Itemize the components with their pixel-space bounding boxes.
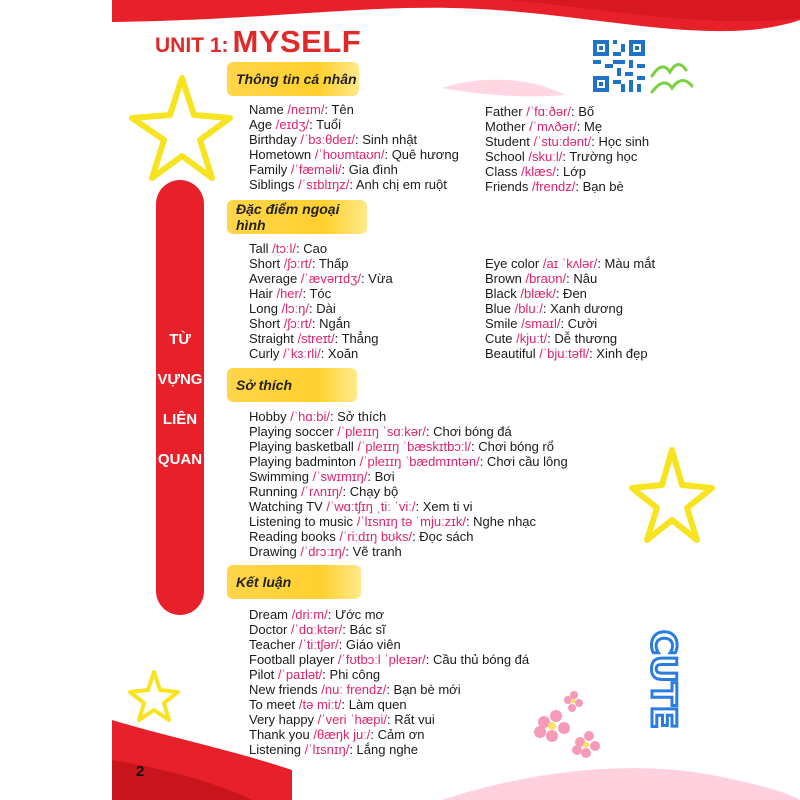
vocab-ipa: /ˈbɜːθdeɪ/ — [300, 132, 356, 147]
sidebar-banner — [156, 180, 204, 615]
vocab-item — [249, 637, 529, 652]
vocab-text: Siblings — [249, 177, 295, 192]
vocab-ipa: /ˈtiːtʃər/ — [298, 637, 339, 652]
vocab-text: Mother — [485, 119, 526, 134]
svg-text:CUTE: CUTE — [643, 630, 683, 729]
vocab-item — [485, 119, 649, 134]
vocab-text: : Bác sĩ — [342, 622, 386, 637]
vocab-text: : Cầu thủ bóng đá — [425, 652, 530, 667]
vocab-text: Swimming — [249, 469, 309, 484]
vocab-ipa: /klæs/ — [521, 164, 556, 179]
vocab-list-personal-right — [485, 104, 649, 194]
sidebar-line: VỰNG — [157, 371, 203, 388]
vocab-text: : Vẽ tranh — [345, 544, 402, 559]
vocab-item — [249, 697, 529, 712]
page-number: 2 — [136, 763, 145, 780]
vocab-item — [249, 316, 393, 331]
vocab-ipa: /lɔːŋ/ — [281, 301, 310, 316]
vocab-ipa: /tɔːl/ — [272, 241, 296, 256]
vocab-ipa: /her/ — [276, 286, 303, 301]
worksheet-page — [112, 0, 800, 800]
vocab-ipa: /ˈbjuːtəfl/ — [539, 346, 590, 361]
vocab-text: : Tóc — [302, 286, 332, 301]
sidebar-line: QUAN — [157, 451, 203, 468]
vocab-text: : Nâu — [566, 271, 598, 286]
sidebar-line: LIÊN — [162, 411, 198, 428]
vocab-text: Eye color — [485, 256, 540, 271]
vocab-ipa: /ˈkɜːrli/ — [282, 346, 321, 361]
vocab-text: Playing soccer — [249, 424, 334, 439]
vocab-item — [249, 424, 568, 439]
vocab-item — [249, 484, 568, 499]
vocab-text: : Lắng nghe — [349, 742, 419, 757]
sidebar-line: TỪ — [169, 331, 191, 348]
vocab-text: : Học sinh — [591, 134, 650, 149]
vocab-text: : Thấp — [311, 256, 349, 271]
page-title — [155, 24, 361, 60]
vocab-text: Black — [485, 286, 517, 301]
vocab-item — [485, 316, 655, 331]
vocab-text: : Xanh dương — [542, 301, 623, 316]
vocab-text: : Ước mơ — [327, 607, 385, 622]
vocab-text: : Mẹ — [576, 119, 603, 134]
vocab-text: : Màu mắt — [597, 256, 656, 271]
vocab-text: Football player — [249, 652, 335, 667]
vocab-text: : Lớp — [555, 164, 587, 179]
vocab-text: : Đọc sách — [412, 529, 474, 544]
vocab-ipa: /ˈlɪsnɪŋ/ — [304, 742, 350, 757]
vocab-ipa: /ˈpaɪlət/ — [277, 667, 323, 682]
vocab-text: : Bơi — [367, 469, 395, 484]
vocab-text: Short — [249, 316, 281, 331]
vocab-text: School — [485, 149, 525, 164]
sidebar-label — [156, 320, 204, 480]
vocab-text: Watching TV — [249, 499, 323, 514]
vocab-ipa: /kjuːt/ — [516, 331, 548, 346]
vocab-text: : Bố — [571, 104, 595, 119]
vocab-ipa: /ˈpleɪɪŋ ˈsɑːkər/ — [337, 424, 426, 439]
vocab-text: : Ngắn — [311, 316, 351, 331]
vocab-text: : Thẳng — [334, 331, 379, 346]
vocab-ipa: /streɪt/ — [297, 331, 335, 346]
vocab-item — [249, 727, 529, 742]
vocab-text: Listening — [249, 742, 302, 757]
vocab-ipa: /ˈfʊtbɔːl ˈpleɪər/ — [337, 652, 426, 667]
vocab-list-appearance-right — [485, 256, 655, 361]
vocab-ipa: /aɪ ˈkʌlər/ — [542, 256, 598, 271]
section-heading-personal-info: Thông tin cá nhân — [227, 62, 359, 96]
vocab-ipa: /frendz/ — [531, 179, 576, 194]
vocab-item — [485, 301, 655, 316]
vocab-text: : Sinh nhật — [355, 132, 418, 147]
vocab-text: Hair — [249, 286, 273, 301]
vocab-ipa: /ˈswɪmɪŋ/ — [312, 469, 368, 484]
vocab-text: : Bạn bè — [575, 179, 624, 194]
vocab-list-hobbies — [249, 409, 568, 559]
vocab-item — [249, 607, 529, 622]
vocab-text: : Dễ thương — [547, 331, 618, 346]
vocab-text: : Đen — [555, 286, 587, 301]
vocab-text: : Giáo viên — [338, 637, 401, 652]
vocab-ipa: /ˈdɑːktər/ — [290, 622, 343, 637]
vocab-ipa: /ˈfæməli/ — [290, 162, 342, 177]
vocab-item — [249, 529, 568, 544]
vocab-text: Average — [249, 271, 298, 286]
vocab-ipa: /ʃɔːrt/ — [283, 256, 312, 271]
vocab-ipa: /tə miːt/ — [298, 697, 342, 712]
vocab-item — [249, 286, 393, 301]
vocab-ipa: /ˈlɪsnɪŋ tə ˈmjuːzɪk/ — [356, 514, 466, 529]
vocab-text: Curly — [249, 346, 280, 361]
vocab-item — [249, 241, 393, 256]
vocab-text: Cute — [485, 331, 513, 346]
vocab-item — [249, 132, 459, 147]
vocab-text: Straight — [249, 331, 294, 346]
vocab-ipa: /eɪdʒ/ — [275, 117, 310, 132]
vocab-text: : Vừa — [360, 271, 393, 286]
vocab-text: : Gia đình — [341, 162, 398, 177]
vocab-item — [249, 301, 393, 316]
vocab-ipa: /braʊn/ — [525, 271, 567, 286]
vocab-item — [249, 454, 568, 469]
vocab-text: Smile — [485, 316, 518, 331]
vocab-item — [249, 652, 529, 667]
vocab-ipa: /ˈhoʊmtaʊn/ — [314, 147, 385, 162]
vocab-text: Reading books — [249, 529, 336, 544]
vocab-ipa: /nuː frendz/ — [321, 682, 387, 697]
vocab-text: New friends — [249, 682, 318, 697]
vocab-item — [249, 544, 568, 559]
vocab-item — [485, 179, 649, 194]
vocab-ipa: /ˈfɑːðər/ — [526, 104, 571, 119]
vocab-text: : Rất vui — [387, 712, 435, 727]
vocab-text: : Chơi bóng rổ — [471, 439, 554, 454]
section-heading-conclusion: Kết luận — [227, 565, 361, 599]
vocab-text: To meet — [249, 697, 296, 712]
vocab-text: : Xoăn — [320, 346, 359, 361]
vocab-text: Name — [249, 102, 284, 117]
unit-label: UNIT 1: — [155, 34, 229, 57]
vocab-text: Playing badminton — [249, 454, 356, 469]
vocab-text: : Xinh đẹp — [589, 346, 648, 361]
vocab-text: Hobby — [249, 409, 287, 424]
vocab-text: Short — [249, 256, 281, 271]
vocab-ipa: /skuːl/ — [528, 149, 563, 164]
vocab-ipa: /bluː/ — [514, 301, 543, 316]
vocab-text: : Tuổi — [309, 117, 341, 132]
section-heading-appearance: Đặc điểm ngoại hình — [227, 200, 367, 234]
vocab-ipa: /ˈmʌðər/ — [529, 119, 577, 134]
vocab-text: : Làm quen — [341, 697, 407, 712]
vocab-ipa: /θæŋk juː/ — [313, 727, 371, 742]
vocab-item — [249, 256, 393, 271]
vocab-ipa: /ˈpleɪɪŋ ˈbædmɪntən/ — [359, 454, 480, 469]
vocab-item — [249, 622, 529, 637]
vocab-text: Class — [485, 164, 518, 179]
vocab-text: Thank you — [249, 727, 310, 742]
vocab-ipa: /ʃɔːrt/ — [283, 316, 312, 331]
vocab-item — [249, 439, 568, 454]
vocab-ipa: /ˈævərɪdʒ/ — [300, 271, 361, 286]
vocab-text: : Chơi bóng đá — [425, 424, 512, 439]
vocab-item — [485, 164, 649, 179]
vocab-list-conclusion — [249, 607, 529, 757]
vocab-ipa: /ˈwɑːtʃɪŋ ˌtiː ˈviː/ — [326, 499, 416, 514]
vocab-text: Pilot — [249, 667, 275, 682]
vocab-item — [485, 134, 649, 149]
vocab-text: : Tên — [324, 102, 354, 117]
vocab-text: Brown — [485, 271, 522, 286]
vocab-text: Playing basketball — [249, 439, 354, 454]
vocab-ipa: /ˈrʌnɪŋ/ — [301, 484, 343, 499]
vocab-item — [485, 149, 649, 164]
vocab-item — [249, 331, 393, 346]
vocab-ipa: /blæk/ — [520, 286, 556, 301]
vocab-ipa: /ˈveri ˈhæpi/ — [317, 712, 388, 727]
vocab-text: Blue — [485, 301, 512, 316]
vocab-text: Hometown — [249, 147, 312, 162]
vocab-item — [249, 346, 393, 361]
vocab-text: Friends — [485, 179, 529, 194]
vocab-text: : Phi công — [322, 667, 381, 682]
vocab-item — [249, 147, 459, 162]
vocab-text: : Dài — [309, 301, 336, 316]
vocab-text: Long — [249, 301, 278, 316]
vocab-ipa: /ˈstuːdənt/ — [533, 134, 592, 149]
vocab-text: Doctor — [249, 622, 288, 637]
vocab-text: : Cao — [295, 241, 328, 256]
vocab-ipa: /ˈriːdɪŋ bʊks/ — [339, 529, 413, 544]
vocab-text: Tall — [249, 241, 269, 256]
vocab-text: : Anh chị em ruột — [349, 177, 447, 192]
vocab-text: : Chạy bộ — [342, 484, 399, 499]
vocab-text: Teacher — [249, 637, 296, 652]
vocab-ipa: /neɪm/ — [287, 102, 325, 117]
vocab-text: : Trường học — [562, 149, 638, 164]
vocab-text: Age — [249, 117, 273, 132]
vocab-text: : Quê hương — [384, 147, 459, 162]
unit-title: MYSELF — [232, 24, 362, 59]
section-heading-hobbies: Sở thích — [227, 368, 357, 402]
vocab-ipa: /ˈhɑːbi/ — [290, 409, 330, 424]
vocab-text: Running — [249, 484, 298, 499]
vocab-item — [249, 682, 529, 697]
vocab-text: : Nghe nhạc — [465, 514, 537, 529]
vocab-text: Dream — [249, 607, 289, 622]
vocab-item — [249, 271, 393, 286]
vocab-ipa: /ˈsɪblɪŋz/ — [298, 177, 350, 192]
vocab-item — [249, 742, 529, 757]
vocab-item — [485, 104, 649, 119]
vocab-item — [249, 162, 459, 177]
vocab-item — [249, 102, 459, 117]
vocab-ipa: /ˈpleɪɪŋ ˈbæskɪtbɔːl/ — [357, 439, 472, 454]
vocab-text: : Xem ti vi — [415, 499, 473, 514]
vocab-ipa: /smaɪl/ — [521, 316, 561, 331]
vocab-item — [485, 346, 655, 361]
vocab-text: Listening to music — [249, 514, 354, 529]
vocab-item — [249, 712, 529, 727]
vocab-text: Student — [485, 134, 530, 149]
vocab-ipa: /driːm/ — [291, 607, 328, 622]
vocab-text: Drawing — [249, 544, 297, 559]
vocab-text: Beautiful — [485, 346, 536, 361]
vocab-item — [249, 667, 529, 682]
vocab-item — [485, 271, 655, 286]
vocab-item — [249, 409, 568, 424]
vocab-item — [249, 469, 568, 484]
vocab-text: : Cảm ơn — [370, 727, 425, 742]
vocab-text: Birthday — [249, 132, 297, 147]
vocab-item — [485, 286, 655, 301]
vocab-list-personal-left — [249, 102, 459, 192]
vocab-text: : Cười — [560, 316, 598, 331]
vocab-text: Very happy — [249, 712, 315, 727]
vocab-text: : Bạn bè mới — [386, 682, 461, 697]
vocab-item — [249, 177, 459, 192]
vocab-item — [249, 117, 459, 132]
vocab-text: Family — [249, 162, 288, 177]
vocab-text: Father — [485, 104, 523, 119]
vocab-list-appearance-left — [249, 241, 393, 361]
vocab-text: : Sở thích — [329, 409, 387, 424]
vocab-item — [249, 514, 568, 529]
vocab-ipa: /ˈdrɔːɪŋ/ — [300, 544, 346, 559]
vocab-item — [249, 499, 568, 514]
vocab-item — [485, 256, 655, 271]
vocab-item — [485, 331, 655, 346]
vocab-text: : Chơi cầu lông — [479, 454, 568, 469]
